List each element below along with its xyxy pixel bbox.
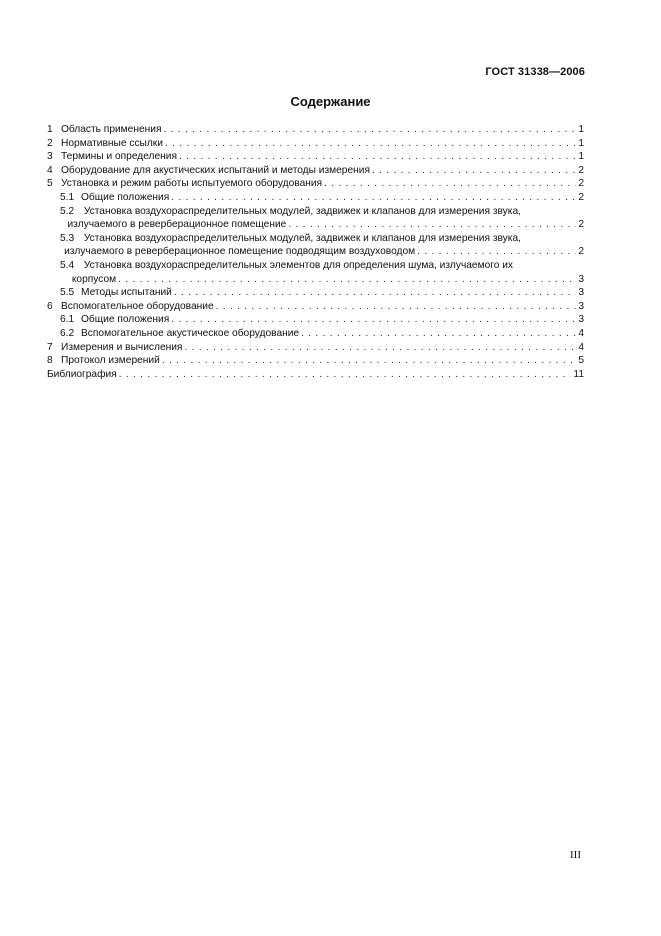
toc-entry-title: Нормативные ссылки bbox=[61, 137, 163, 149]
toc-entry-number: 6 bbox=[47, 300, 53, 312]
toc-entry-number: 3 bbox=[47, 151, 53, 163]
toc-leader-dots bbox=[162, 354, 577, 368]
toc-entry-number: 8 bbox=[47, 355, 53, 367]
toc-entry-page: 2 bbox=[578, 191, 584, 203]
toc-entry-page: 1 bbox=[578, 124, 584, 135]
toc-entry-title: Оборудование для акустических испытаний и методы измерения bbox=[61, 164, 370, 176]
toc-entry-6-2[interactable] bbox=[47, 327, 584, 341]
toc-leader-dots bbox=[179, 150, 576, 164]
toc-entry-title: излучаемого в реверберационное помещение подводящим воздуховодом bbox=[64, 246, 416, 258]
toc-leader-dots bbox=[372, 164, 576, 178]
toc-entry-title: излучаемого в реверберационное помещение bbox=[67, 219, 287, 231]
toc-entry-4[interactable] bbox=[47, 164, 584, 178]
toc-entry-6[interactable] bbox=[47, 300, 584, 314]
toc-entry-page: 3 bbox=[578, 287, 584, 299]
toc-entry-title: Протокол измерений bbox=[61, 355, 160, 367]
toc-entry-page: 2 bbox=[578, 164, 584, 176]
toc-entry-number: 5.5 bbox=[60, 287, 75, 299]
toc-entry-number: 7 bbox=[47, 341, 53, 353]
toc-entry-page: 2 bbox=[578, 246, 584, 258]
toc-entry-title: Термины и определения bbox=[61, 151, 177, 163]
toc-entry-5-3[interactable] bbox=[47, 232, 584, 259]
toc-entry-title-line1: Установка воздухораспределительных модулей, задвижек и клапанов для измерения звука, bbox=[83, 205, 521, 217]
toc-entry-5[interactable] bbox=[47, 177, 584, 191]
toc-entry-5-2[interactable] bbox=[47, 205, 584, 232]
toc-leader-dots bbox=[301, 327, 576, 341]
toc-title: Содержание bbox=[290, 94, 371, 109]
toc-leader-dots bbox=[174, 286, 576, 300]
toc-entry-page: 1 bbox=[578, 151, 584, 163]
toc-entry-number: 5 bbox=[47, 178, 53, 190]
toc-entry-number: 5.1 bbox=[60, 191, 75, 203]
toc-entry-number: 2 bbox=[47, 137, 53, 149]
page-number: III bbox=[570, 849, 581, 861]
toc-entry-number: 6.1 bbox=[60, 314, 75, 326]
toc-leader-dots bbox=[171, 191, 576, 205]
toc-entry-5-5[interactable] bbox=[47, 286, 584, 300]
toc-leader-dots bbox=[216, 300, 577, 314]
toc-entry-5-1[interactable] bbox=[47, 191, 584, 205]
toc-entry-title: Библиография bbox=[47, 368, 117, 380]
toc-entry-title: Общие положения bbox=[81, 191, 170, 203]
toc-leader-dots bbox=[417, 245, 576, 259]
toc-entry-number: 5.4 bbox=[60, 259, 75, 271]
toc-entry-page: 2 bbox=[578, 219, 584, 231]
toc-entry-page: 3 bbox=[578, 300, 584, 312]
toc-leader-dots bbox=[118, 273, 576, 287]
toc-entry-page: 11 bbox=[573, 368, 584, 380]
toc-entry-number: 4 bbox=[47, 164, 53, 176]
toc-leader-dots bbox=[324, 177, 576, 191]
toc-entry-3[interactable] bbox=[47, 150, 584, 164]
toc-entry-title: Измерения и вычисления bbox=[61, 341, 183, 353]
toc-entry-page: 3 bbox=[578, 314, 584, 326]
toc-leader-dots bbox=[163, 123, 576, 137]
toc-entry-number: 6.2 bbox=[60, 327, 75, 339]
toc-leader-dots bbox=[184, 341, 576, 355]
table-of-contents bbox=[47, 123, 584, 381]
toc-entry-title: Установка и режим работы испытуемого оборудования bbox=[61, 178, 323, 190]
toc-entry-title: корпусом bbox=[71, 273, 117, 285]
toc-entry-number: 1 bbox=[47, 124, 53, 135]
toc-entry-title-line1: Установка воздухораспределительных элементов для определения шума, излучаемого их bbox=[83, 259, 514, 271]
toc-entry-7[interactable] bbox=[47, 341, 584, 355]
toc-entry-page: 1 bbox=[578, 137, 584, 149]
toc-entry-page: 4 bbox=[578, 341, 584, 353]
toc-entry-bibliography[interactable] bbox=[47, 368, 584, 382]
toc-entry-page: 4 bbox=[578, 327, 584, 339]
toc-entry-title: Вспомогательное оборудование bbox=[61, 300, 214, 312]
toc-entry-page: 3 bbox=[578, 273, 584, 285]
toc-entry-1[interactable] bbox=[47, 123, 584, 137]
toc-entry-5-4[interactable] bbox=[47, 259, 584, 286]
toc-entry-title: Вспомогательное акустическое оборудование bbox=[81, 327, 300, 339]
toc-entry-title-line1: Установка воздухораспределительных модулей, задвижек и клапанов для измерения звука, bbox=[83, 232, 521, 244]
toc-entry-2[interactable] bbox=[47, 137, 584, 151]
toc-entry-title: Общие положения bbox=[81, 314, 170, 326]
toc-entry-title: Область применения bbox=[61, 124, 162, 135]
toc-leader-dots bbox=[288, 218, 576, 232]
toc-leader-dots bbox=[171, 313, 576, 327]
toc-entry-number: 5.2 bbox=[60, 205, 75, 217]
toc-entry-number: 5.3 bbox=[60, 232, 75, 244]
toc-entry-page: 5 bbox=[578, 355, 584, 367]
toc-entry-title: Методы испытаний bbox=[81, 287, 172, 299]
document-code: ГОСТ 31338—2006 bbox=[485, 66, 585, 78]
toc-entry-8[interactable] bbox=[47, 354, 584, 368]
toc-leader-dots bbox=[119, 368, 572, 382]
toc-entry-6-1[interactable] bbox=[47, 313, 584, 327]
toc-leader-dots bbox=[165, 137, 576, 151]
toc-entry-page: 2 bbox=[578, 178, 584, 190]
